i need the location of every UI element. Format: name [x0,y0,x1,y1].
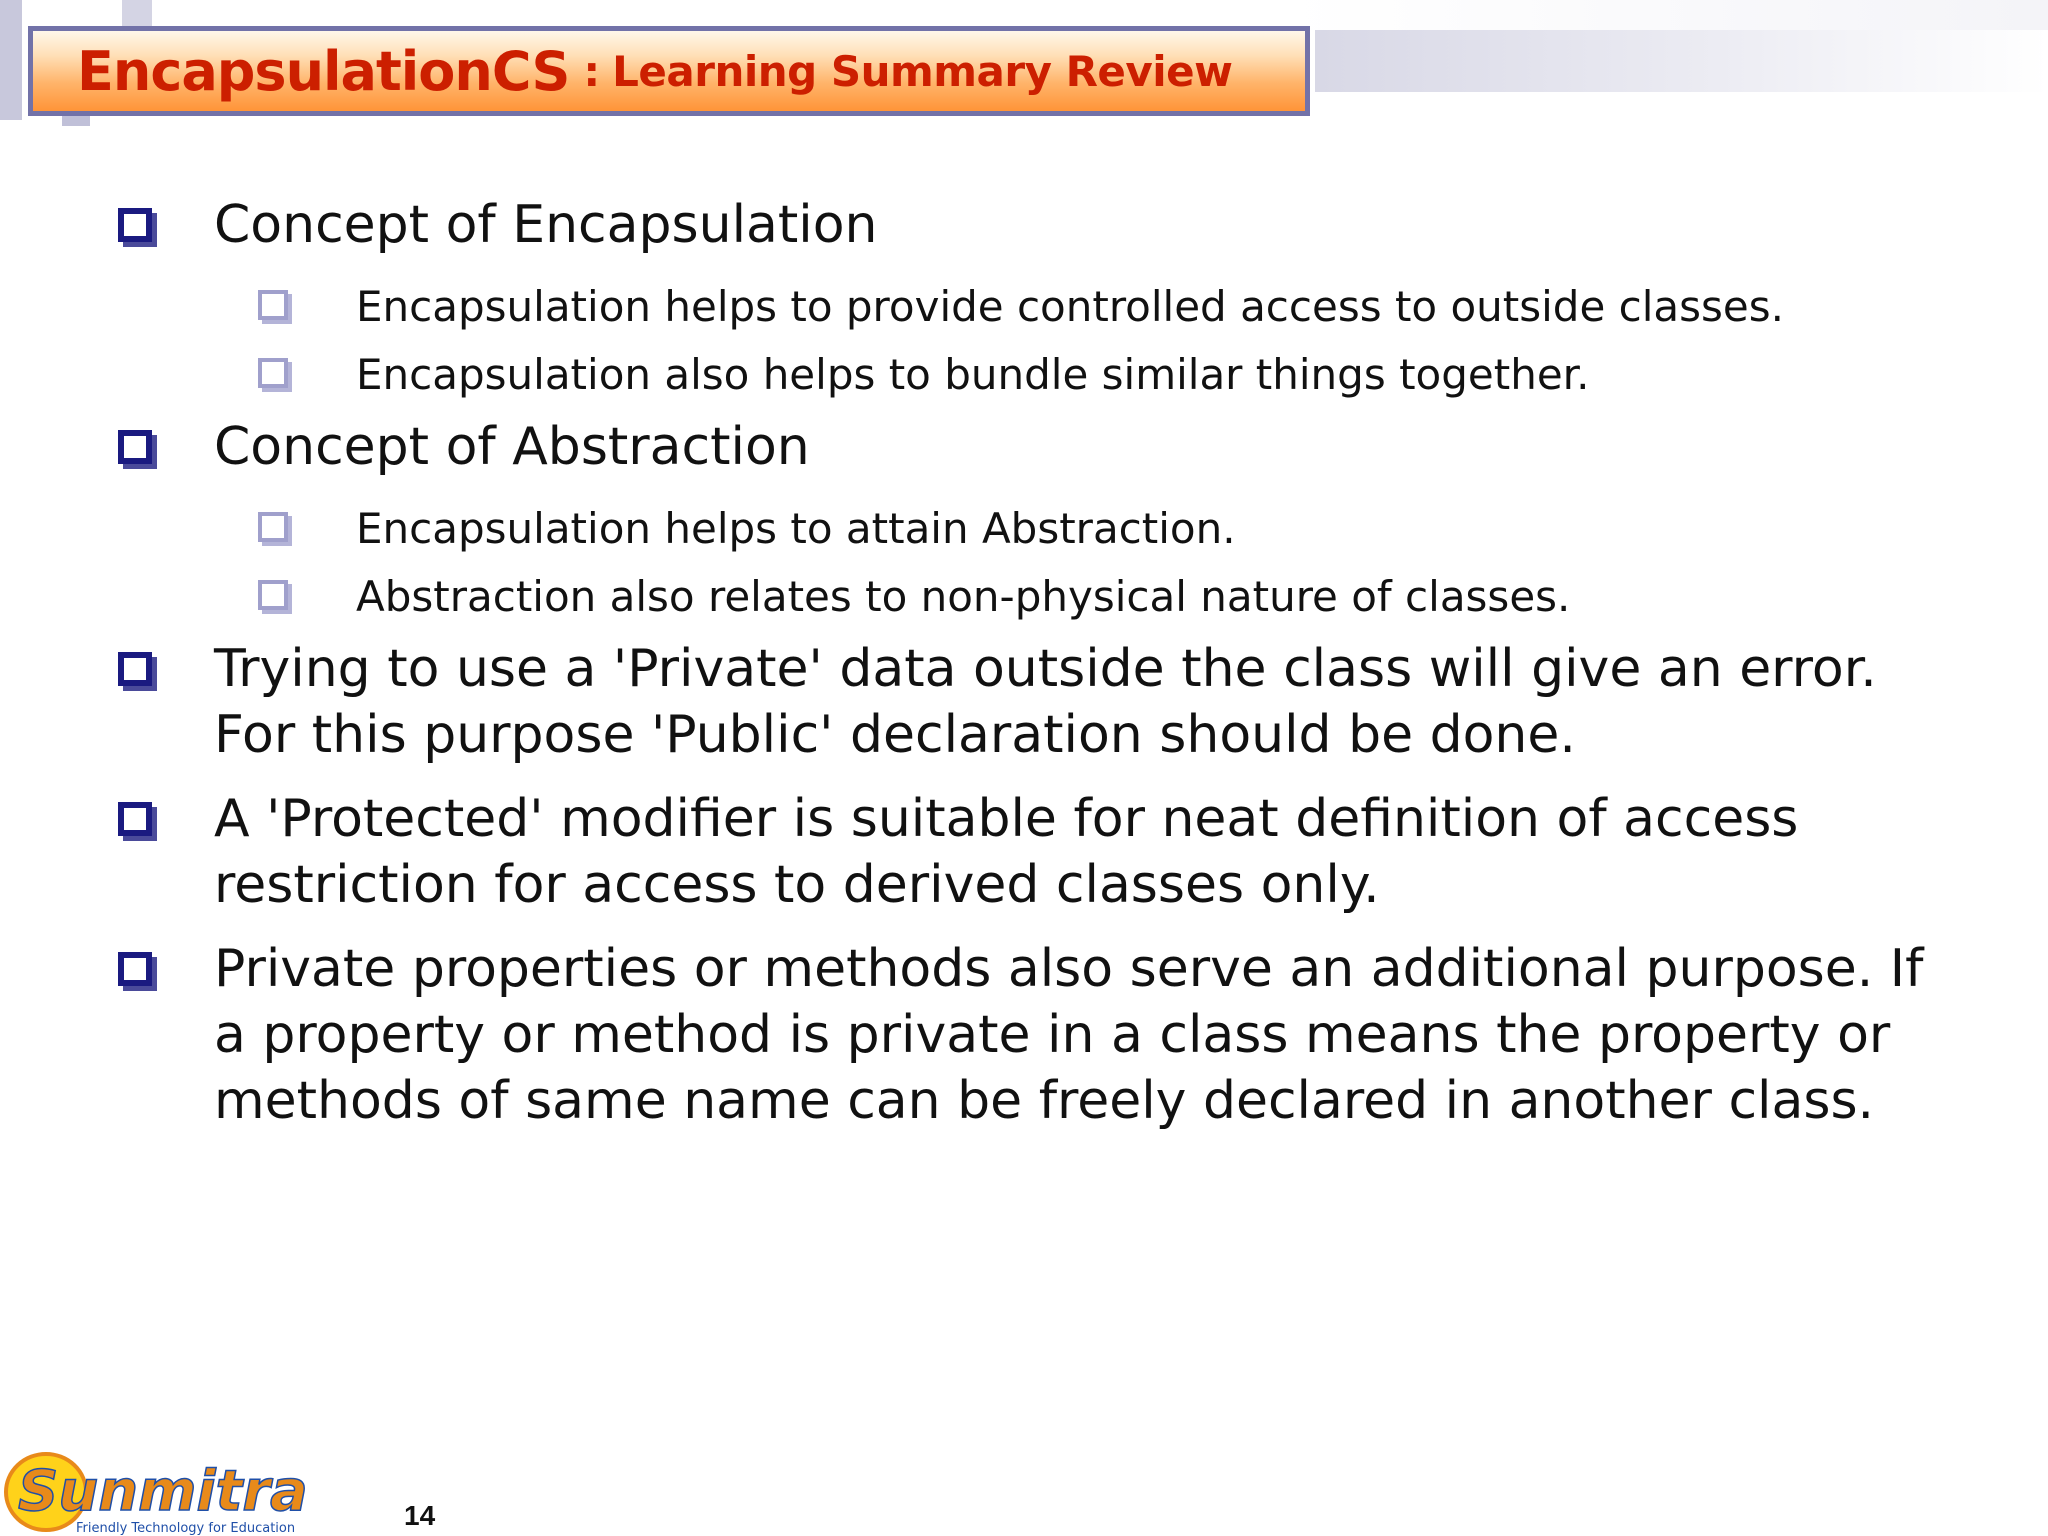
bullet-text: Trying to use a 'Private' data outside the class will give an error. For this purpose 'Public' declaration should be done. [214,639,1877,765]
sub-bullet-item [258,500,1948,558]
hollow-square-bullet-icon [118,802,152,836]
bullet-text: Private properties or methods also serve an additional purpose. If a property or method is private in a class means the property or methods of same name can be freely declared in another class. [214,939,1924,1131]
slide-subtitle: Learning Summary Review [612,46,1233,96]
sub-bullet-item [258,346,1948,404]
bullet-item [118,192,1938,258]
bullet-text: A 'Protected' modifier is suitable for neat definition of access restriction for access to derived classes only. [214,789,1799,915]
bullet-item [118,414,1938,480]
sub-bullet-item [258,568,1948,626]
light-square-bullet-icon [258,358,288,388]
sub-bullet-text: Encapsulation helps to provide controlled access to outside classes. [356,282,1784,331]
hollow-square-bullet-icon [118,430,152,464]
sub-bullet-text: Encapsulation also helps to bundle similar things together. [356,350,1590,399]
light-square-bullet-icon [258,580,288,610]
bullet-item [118,786,1938,918]
hollow-square-bullet-icon [118,952,152,986]
light-square-bullet-icon [258,512,288,542]
bullet-item [118,936,1938,1134]
hollow-square-bullet-icon [118,208,152,242]
sub-bullet-item [258,278,1948,336]
logo-wordmark: Sunmitra [18,1459,308,1524]
logo-tagline: Friendly Technology for Education [76,1521,296,1536]
hollow-square-bullet-icon [118,652,152,686]
title-separator: : [583,46,601,96]
bullet-text: Concept of Encapsulation [214,195,878,255]
page-number: 14 [404,1500,436,1531]
slide-title: EncapsulationCS [77,39,570,103]
bullet-text: Concept of Abstraction [214,417,810,477]
sunmitra-logo [2,1448,322,1536]
light-square-bullet-icon [258,290,288,320]
sub-bullet-text: Abstraction also relates to non-physical nature of classes. [356,572,1571,621]
bullet-item [118,636,1938,768]
sub-bullet-text: Encapsulation helps to attain Abstraction. [356,504,1236,553]
